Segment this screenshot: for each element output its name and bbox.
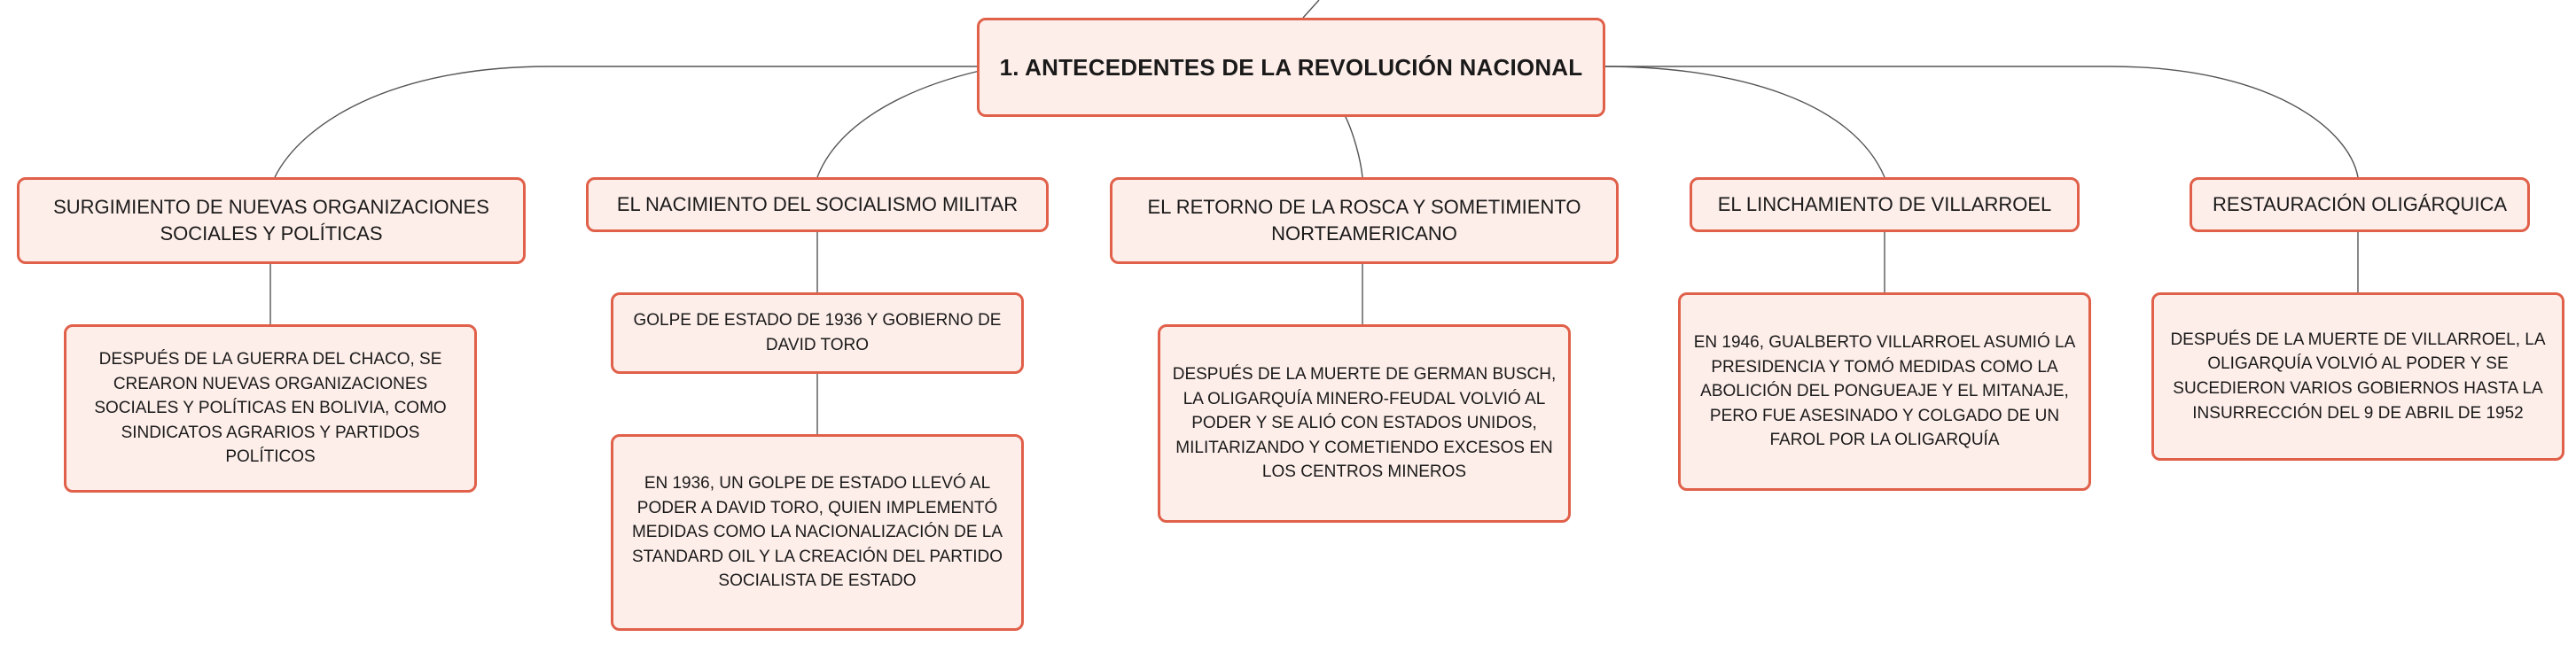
root-topic[interactable]: 1. ANTECEDENTES DE LA REVOLUCIÓN NACIONAL: [977, 18, 1605, 117]
connector-root-to-parent: [1303, 0, 1319, 18]
branch-topic-socialismo-militar[interactable]: EL NACIMIENTO DEL SOCIALISMO MILITAR: [586, 177, 1049, 232]
detail-retorno-rosca[interactable]: DESPUÉS DE LA MUERTE DE GERMAN BUSCH, LA OLIGARQUÍA MINERO-FEUDAL VOLVIÓ AL PODER Y SE ALIÓ CON ESTADOS UNIDOS, MILITARIZANDO Y COMETIENDO EXCESOS EN LOS CENTROS MINEROS: [1158, 324, 1571, 523]
detail-golpe-1936[interactable]: GOLPE DE ESTADO DE 1936 Y GOBIERNO DE DAVID TORO: [611, 292, 1024, 374]
detail-organizaciones[interactable]: DESPUÉS DE LA GUERRA DEL CHACO, SE CREARON NUEVAS ORGANIZACIONES SOCIALES Y POLÍTICAS EN BOLIVIA, COMO SINDICATOS AGRARIOS Y PARTIDOS POLÍTICOS: [64, 324, 477, 493]
detail-restauracion[interactable]: DESPUÉS DE LA MUERTE DE VILLARROEL, LA OLIGARQUÍA VOLVIÓ AL PODER Y SE SUCEDIERON VARIOS GOBIERNOS HASTA LA INSURRECCIÓN DEL 9 DE ABRIL DE 1952: [2151, 292, 2564, 461]
connector-root-to-branch-2: [817, 71, 980, 177]
branch-topic-organizaciones[interactable]: SURGIMIENTO DE NUEVAS ORGANIZACIONES SOCIALES Y POLÍTICAS: [17, 177, 526, 264]
branch-topic-villarroel[interactable]: EL LINCHAMIENTO DE VILLARROEL: [1690, 177, 2080, 232]
connector-root-to-branch-1: [275, 66, 980, 177]
connector-root-to-branch-5: [1603, 66, 2358, 177]
detail-david-toro[interactable]: EN 1936, UN GOLPE DE ESTADO LLEVÓ AL PODER A DAVID TORO, QUIEN IMPLEMENTÓ MEDIDAS COMO LA NACIONALIZACIÓN DE LA STANDARD OIL Y LA CREACIÓN DEL PARTIDO SOCIALISTA DE ESTADO: [611, 434, 1024, 631]
branch-topic-retorno-rosca[interactable]: EL RETORNO DE LA ROSCA Y SOMETIMIENTO NORTEAMERICANO: [1110, 177, 1619, 264]
connector-root-to-branch-3: [1345, 115, 1362, 177]
detail-villarroel[interactable]: EN 1946, GUALBERTO VILLARROEL ASUMIÓ LA PRESIDENCIA Y TOMÓ MEDIDAS COMO LA ABOLICIÓN DEL PONGUEAJE Y EL MITANAJE, PERO FUE ASESINADO Y COLGADO DE UN FAROL POR LA OLIGARQUÍA: [1678, 292, 2091, 491]
connector-root-to-branch-4: [1603, 66, 1885, 177]
branch-topic-restauracion[interactable]: RESTAURACIÓN OLIGÁRQUICA: [2190, 177, 2530, 232]
